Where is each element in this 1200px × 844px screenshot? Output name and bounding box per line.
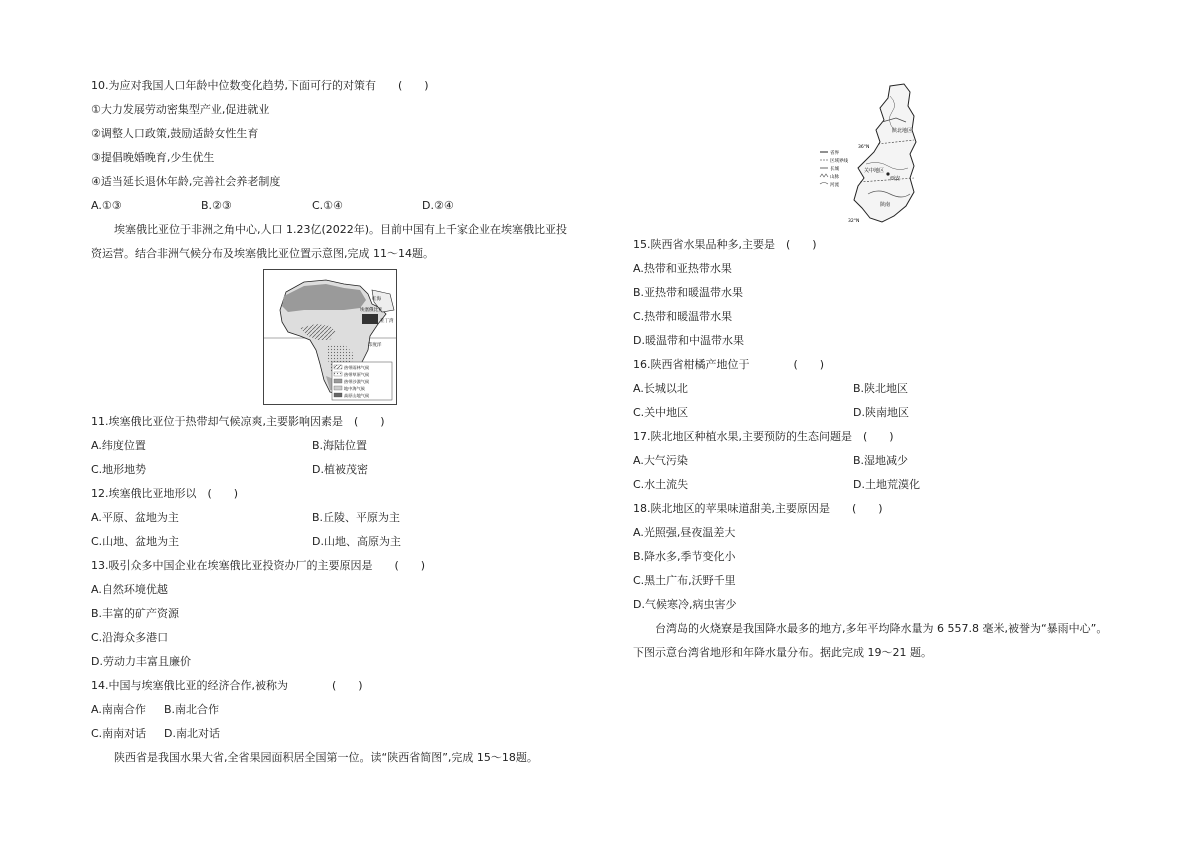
shaanxi-map-drawing — [818, 82, 930, 227]
q16-option-a: A.长城以北 — [633, 382, 688, 395]
q18-option-a: A.光照强,昼夜温差大 — [633, 526, 736, 539]
q16-option-b: B.陕北地区 — [853, 382, 909, 395]
q12-option-d: D.山地、高原为主 — [312, 535, 401, 548]
q17-option-b: B.湿地减少 — [853, 454, 909, 467]
label-north-shaanxi: 陕北地区 — [892, 128, 913, 134]
africa-map-drawing — [264, 270, 396, 404]
q11-option-b: B.海陆位置 — [312, 439, 368, 452]
label-south-shaanxi: 陕南 — [880, 202, 891, 208]
legend-savanna: 热带草原气候 — [344, 372, 370, 377]
q17-stem: 17.陕北地区种植水果,主要预防的生态问题是 ( ) — [633, 430, 894, 443]
intro-15-18: 陕西省是我国水果大省,全省果园面积居全国第一位。读“陕西省简图”,完成 15～18题。 — [114, 751, 538, 764]
q11-option-d: D.植被茂密 — [312, 463, 368, 476]
q15-option-d: D.暖温带和中温带水果 — [633, 334, 744, 347]
africa-climate-map — [263, 269, 397, 405]
shaanxi-map — [818, 82, 930, 227]
q14-option-a: A.南南合作 — [91, 703, 146, 716]
intro-11-14-line1: 埃塞俄比亚位于非洲之角中心,人口 1.23亿(2022年)。目前中国有上千家企业在埃塞俄比亚投 — [114, 223, 568, 236]
q11-option-a: A.纬度位置 — [91, 439, 146, 452]
legend-desert: 热带沙漠气候 — [344, 379, 370, 384]
q17-option-d: D.土地荒漠化 — [853, 478, 920, 491]
legend-rainforest: 热带雨林气候 — [344, 365, 370, 370]
q15-option-b: B.亚热带和暖温带水果 — [633, 286, 744, 299]
q14-stem: 14.中国与埃塞俄比亚的经济合作,被称为 ( ) — [91, 679, 363, 692]
q10-option-c: C.①④ — [312, 199, 343, 212]
legend-region-border: 区域界线 — [830, 159, 848, 164]
label-ethiopia: 埃塞俄比亚 — [360, 308, 383, 313]
q13-stem: 13.吸引众多中国企业在埃塞俄比亚投资办厂的主要原因是 ( ) — [91, 559, 426, 572]
q10-stem: 10.为应对我国人口年龄中位数变化趋势,下面可行的对策有 ( ) — [91, 79, 429, 92]
q11-stem: 11.埃塞俄比亚位于热带却气候凉爽,主要影响因素是 ( ) — [91, 415, 385, 428]
legend-mountain: 山脉 — [830, 175, 839, 180]
q10-option-b: B.②③ — [201, 199, 232, 212]
q10-option-a: A.①③ — [91, 199, 122, 212]
intro-19-21-line1: 台湾岛的火烧寮是我国降水最多的地方,多年平均降水量为 6 557.8 毫米,被誉为“暴雨中心”。 — [655, 622, 1108, 635]
legend-province-border: 省界 — [830, 151, 839, 156]
q10-item-1: ①大力发展劳动密集型产业,促进就业 — [91, 103, 270, 116]
label-lat-32: 32°N — [848, 219, 860, 224]
label-xian: 西安 — [890, 176, 901, 182]
q18-option-d: D.气候寒冷,病虫害少 — [633, 598, 737, 611]
q13-option-d: D.劳动力丰富且廉价 — [91, 655, 191, 668]
legend-highland: 高原山地气候 — [344, 393, 370, 398]
q13-option-b: B.丰富的矿产资源 — [91, 607, 180, 620]
q10-item-3: ③提倡晚婚晚育,少生优生 — [91, 151, 215, 164]
label-ocean: 印度洋 — [368, 343, 382, 348]
q10-option-d: D.②④ — [422, 199, 454, 212]
q16-stem: 16.陕西省柑橘产地位于 ( ) — [633, 358, 825, 371]
q18-option-b: B.降水多,季节变化小 — [633, 550, 736, 563]
q11-option-c: C.地形地势 — [91, 463, 147, 476]
intro-19-21-line2: 下图示意台湾省地形和年降水量分布。据此完成 19～21 题。 — [633, 646, 932, 659]
q18-stem: 18.陕北地区的苹果味道甜美,主要原因是 ( ) — [633, 502, 883, 515]
q13-option-c: C.沿海众多港口 — [91, 631, 169, 644]
q15-option-a: A.热带和亚热带水果 — [633, 262, 732, 275]
q14-option-b: B.南北合作 — [164, 703, 220, 716]
q13-option-a: A.自然环境优越 — [91, 583, 168, 596]
label-lat-36: 36°N — [858, 145, 870, 150]
q12-option-a: A.平原、盆地为主 — [91, 511, 179, 524]
intro-11-14-line2: 资运营。结合非洲气候分布及埃塞俄比亚位置示意图,完成 11～14题。 — [91, 247, 434, 260]
q15-option-c: C.热带和暖温带水果 — [633, 310, 733, 323]
q12-stem: 12.埃塞俄比亚地形以 ( ) — [91, 487, 239, 500]
legend-mediterranean: 地中海气候 — [344, 386, 365, 391]
label-red-sea: 红海 — [372, 297, 381, 302]
q17-option-c: C.水土流失 — [633, 478, 689, 491]
q18-option-c: C.黑土广布,沃野千里 — [633, 574, 736, 587]
label-gulf: 亚丁湾 — [380, 319, 394, 324]
q14-option-d: D.南北对话 — [164, 727, 220, 740]
q15-stem: 15.陕西省水果品种多,主要是 ( ) — [633, 238, 817, 251]
q14-option-c: C.南南对话 — [91, 727, 147, 740]
q12-option-b: B.丘陵、平原为主 — [312, 511, 401, 524]
q16-option-d: D.陕南地区 — [853, 406, 909, 419]
legend-great-wall: 长城 — [830, 167, 839, 172]
q10-item-2: ②调整人口政策,鼓励适龄女性生育 — [91, 127, 259, 140]
label-guanzhong: 关中地区 — [864, 168, 885, 174]
q10-item-4: ④适当延长退休年龄,完善社会养老制度 — [91, 175, 281, 188]
q17-option-a: A.大气污染 — [633, 454, 688, 467]
q16-option-c: C.关中地区 — [633, 406, 689, 419]
q12-option-c: C.山地、盆地为主 — [91, 535, 180, 548]
legend-river: 河流 — [830, 183, 839, 188]
